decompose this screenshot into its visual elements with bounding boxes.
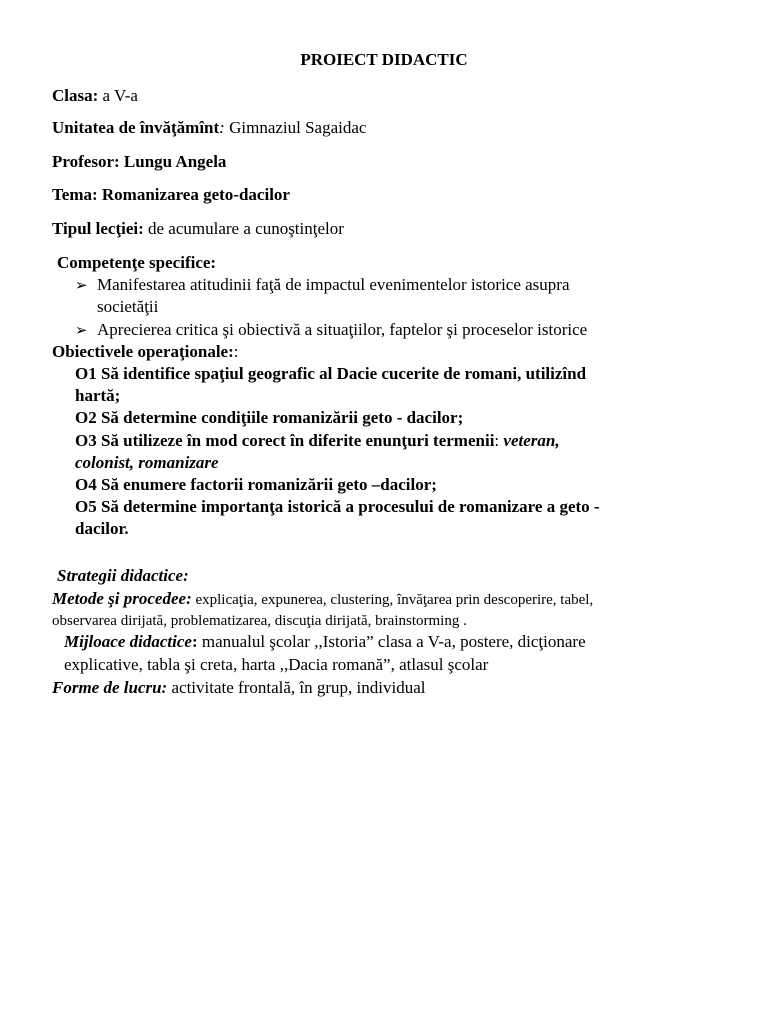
document-title: PROIECT DIDACTIC bbox=[300, 50, 468, 69]
competente-item bbox=[75, 320, 587, 341]
unitatea-label: Unitatea de învăţămînt bbox=[52, 118, 220, 137]
profesor-line: Profesor: Lungu Angela bbox=[52, 152, 227, 171]
objective-item: O1 Să identifice spaţiul geografic al Dacie cucerite de romani, utilizînd bbox=[75, 364, 587, 383]
tema-label: Tema: bbox=[52, 185, 98, 204]
objective-item-colon: : bbox=[494, 431, 504, 450]
obiective-heading-suffix: : bbox=[233, 342, 239, 361]
tipul-line bbox=[52, 219, 344, 239]
clasa-value: a V-a bbox=[98, 86, 138, 105]
unitatea-value: Gimnaziul Sagaidac bbox=[224, 118, 367, 137]
forme-value: activitate frontală, în grup, individual bbox=[167, 678, 426, 697]
metode-value: explicaţia, expunerea, clustering, învăţarea prin descoperire, tabel, bbox=[191, 592, 594, 608]
objective-item-text: O3 Să utilizeze în mod corect în diferite enunţuri termenii bbox=[75, 431, 495, 450]
metode-continuation: observarea dirijată, problematizarea, discuţia dirijată, brainstorming . bbox=[52, 613, 467, 629]
clasa-label: Clasa: bbox=[52, 86, 99, 105]
objective-item-terms: veteran, bbox=[503, 431, 560, 450]
forme-line bbox=[52, 678, 425, 698]
tema-value: Romanizarea geto-dacilor bbox=[97, 185, 290, 204]
tipul-label: Tipul lecţiei: bbox=[52, 219, 144, 238]
competente-item-continuation: societăţii bbox=[97, 297, 159, 316]
competente-heading: Competenţe specifice: bbox=[57, 253, 217, 272]
arrow-bullet-icon: ➢ bbox=[75, 323, 88, 339]
objective-item-continuation: colonist, romanizare bbox=[75, 453, 219, 472]
metode-label: Metode şi procedee: bbox=[52, 589, 192, 608]
clasa-line bbox=[52, 86, 138, 106]
objective-item: O2 Să determine condiţiile romanizării geto - dacilor; bbox=[75, 408, 464, 427]
strategii-heading: Strategii didactice: bbox=[57, 566, 189, 585]
competente-item-text: Manifestarea atitudinii faţă de impactul evenimentelor istorice asupra bbox=[97, 275, 570, 294]
obiective-heading-text: Obiectivele operaţionale: bbox=[52, 342, 234, 361]
objective-item: O5 Să determine importanţa istorică a procesului de romanizare a geto - bbox=[75, 497, 600, 516]
tema-line bbox=[52, 185, 290, 205]
objective-item-continuation: dacilor. bbox=[75, 519, 129, 538]
mijloace-label: Mijloace didactice bbox=[64, 632, 192, 651]
unitatea-colon: : bbox=[219, 118, 225, 137]
mijloace-continuation: explicative, tabla şi creta, harta ,,Dacia romană”, atlasul şcolar bbox=[64, 655, 489, 674]
objective-item-continuation: hartă; bbox=[75, 386, 121, 405]
competente-item bbox=[75, 275, 570, 296]
forme-label: Forme de lucru: bbox=[52, 678, 168, 697]
arrow-bullet-icon: ➢ bbox=[75, 278, 88, 294]
objective-item: O4 Să enumere factorii romanizării geto –dacilor; bbox=[75, 475, 437, 494]
mijloace-line bbox=[64, 632, 586, 652]
obiective-heading bbox=[52, 342, 239, 362]
mijloace-colon: : bbox=[191, 632, 198, 651]
unitatea-line bbox=[52, 118, 366, 138]
mijloace-value: manualul şcolar ,,Istoria” clasa a V-a, postere, dicţionare bbox=[197, 632, 586, 651]
competente-item-text: Aprecierea critica şi obiectivă a situaţiilor, faptelor şi proceselor istorice bbox=[97, 320, 588, 339]
tipul-value: de acumulare a cunoştinţelor bbox=[143, 219, 344, 238]
objective-item bbox=[75, 431, 560, 451]
metode-line bbox=[52, 589, 593, 610]
